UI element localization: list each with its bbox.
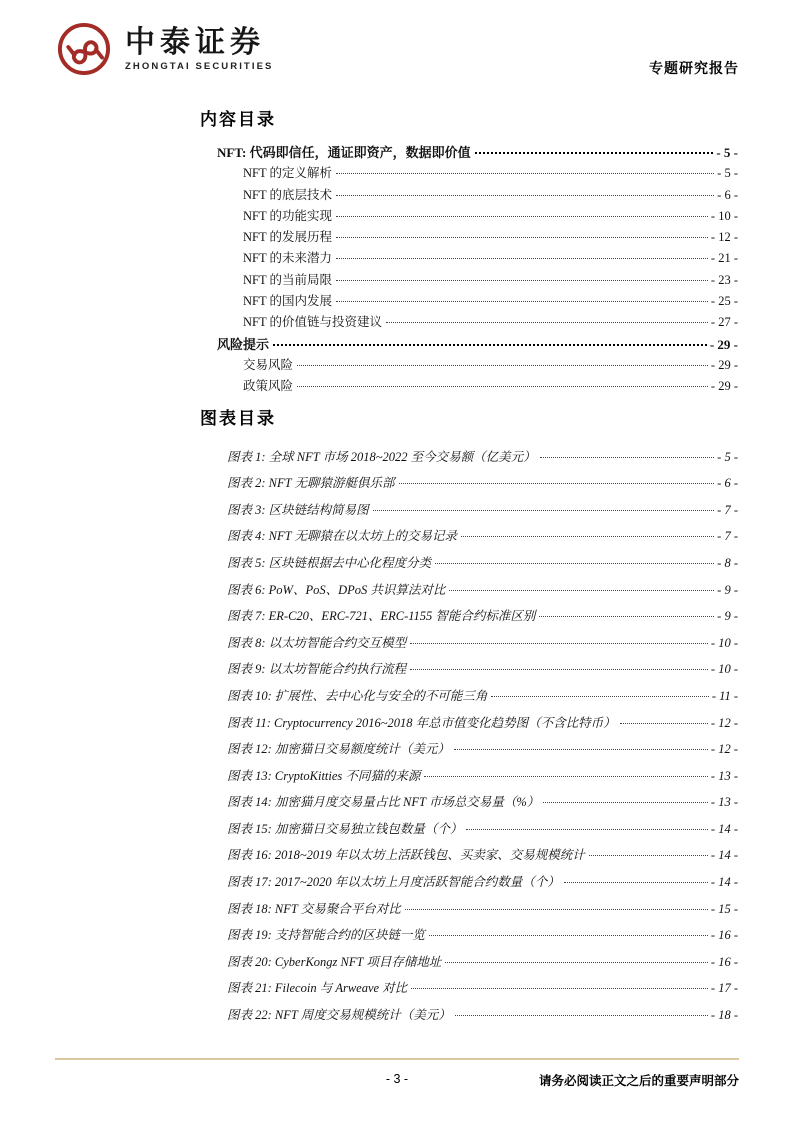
entry-page-number: - 29 -: [709, 336, 738, 352]
entry-label: 图表 9: 以太坊智能合约执行流程: [227, 662, 407, 677]
dot-leader: [475, 152, 714, 154]
entry-label: 图表 20: CyberKongz NFT 项目存储地址: [227, 954, 442, 969]
entry-page-number: - 29 -: [710, 379, 738, 394]
figure-entry[interactable]: [200, 739, 738, 766]
entry-label: NFT 的国内发展: [243, 294, 333, 309]
dot-leader: [455, 1015, 708, 1016]
entry-label: NFT 的发展历程: [243, 230, 333, 245]
entry-page-number: - 7 -: [717, 502, 738, 517]
dot-leader: [336, 280, 708, 281]
dot-leader: [540, 457, 715, 458]
figure-entry[interactable]: [200, 526, 738, 553]
page-footer: [55, 1058, 739, 1122]
toc-list: [200, 142, 738, 398]
entry-page-number: - 5 -: [716, 145, 738, 160]
dot-leader: [399, 483, 715, 484]
figures-list: [200, 447, 738, 1032]
dot-leader: [336, 216, 708, 217]
entry-label: 图表 18: NFT 交易聚合平台对比: [227, 901, 401, 916]
entry-page-number: - 12 -: [710, 715, 738, 730]
figure-entry[interactable]: [200, 792, 738, 819]
entry-page-number: - 15 -: [710, 901, 738, 916]
toc-entry[interactable]: [200, 227, 738, 248]
dot-leader: [620, 723, 708, 724]
entry-label: 图表 21: Filecoin 与 Arweave 对比: [227, 981, 408, 996]
entry-label: NFT 的功能实现: [243, 208, 333, 223]
entry-label: 图表 7: ER-C20、ERC-721、ERC-1155 智能合约标准区别: [227, 609, 536, 624]
figure-entry[interactable]: [200, 819, 738, 846]
dot-leader: [405, 909, 708, 910]
logo-chinese-name: 中泰证券: [125, 25, 265, 59]
entry-label: 图表 4: NFT 无聊猿在以太坊上的交易记录: [227, 529, 457, 544]
page-number: - 3 -: [385, 1072, 409, 1086]
figure-entry[interactable]: [200, 606, 738, 633]
figure-entry[interactable]: [200, 1005, 738, 1032]
toc-section-title: 内容目录: [200, 110, 276, 129]
dot-leader: [424, 776, 708, 777]
figure-entry[interactable]: [200, 899, 738, 926]
toc-entry[interactable]: [200, 312, 738, 333]
entry-page-number: - 23 -: [710, 272, 738, 287]
dot-leader: [445, 962, 708, 963]
dot-leader: [373, 510, 715, 511]
figure-entry[interactable]: [200, 553, 738, 580]
entry-page-number: - 11 -: [711, 688, 738, 703]
dot-leader: [435, 563, 714, 564]
figure-entry[interactable]: [200, 872, 738, 899]
dot-leader: [336, 237, 708, 238]
dot-leader: [429, 935, 708, 936]
entry-label: 政策风险: [243, 379, 294, 394]
entry-label: 图表 8: 以太坊智能合约交互模型: [227, 635, 407, 650]
figure-entry[interactable]: [200, 925, 738, 952]
logo-text: [125, 27, 273, 72]
figure-entry[interactable]: [200, 500, 738, 527]
entry-label: 图表 22: NFT 周度交易规模统计（美元）: [227, 1008, 451, 1023]
entry-label: 图表 5: 区块链根据去中心化程度分类: [227, 555, 432, 570]
dot-leader: [411, 988, 708, 989]
figure-entry[interactable]: [200, 766, 738, 793]
zhongtai-logo-icon: [56, 21, 112, 77]
entry-label: 图表 6: PoW、PoS、DPoS 共识算法对比: [227, 582, 446, 597]
entry-label: 图表 13: CryptoKitties 不同猫的来源: [227, 768, 421, 783]
toc-entry[interactable]: [200, 142, 738, 163]
entry-page-number: - 13 -: [710, 768, 738, 783]
figure-entry[interactable]: [200, 713, 738, 740]
entry-label: 图表 19: 支持智能合约的区块链一览: [227, 928, 425, 943]
entry-page-number: - 14 -: [710, 821, 738, 836]
toc-entry[interactable]: [200, 163, 738, 184]
entry-label: NFT: 代码即信任，通证即资产，数据即价值: [217, 145, 471, 160]
figure-entry[interactable]: [200, 686, 738, 713]
dot-leader: [273, 344, 707, 346]
dot-leader: [564, 882, 708, 883]
entry-label: 图表 12: 加密猫日交易额度统计（美元）: [227, 742, 450, 757]
entry-label: 图表 1: 全球 NFT 市场 2018~2022 至今交易额（亿美元）: [227, 449, 536, 464]
figure-entry[interactable]: [200, 845, 738, 872]
footer-disclaimer: 请务必阅读正文之后的重要声明部分: [538, 1074, 739, 1088]
toc-entry[interactable]: [200, 206, 738, 227]
entry-page-number: - 6 -: [717, 187, 738, 202]
entry-page-number: - 12 -: [710, 230, 738, 245]
entry-label: 图表 3: 区块链结构简易图: [227, 502, 369, 517]
dot-leader: [336, 173, 714, 174]
figure-entry[interactable]: [200, 659, 738, 686]
entry-page-number: - 18 -: [710, 1008, 738, 1023]
toc-entry[interactable]: [200, 291, 738, 312]
entry-page-number: - 5 -: [717, 166, 738, 181]
entry-page-number: - 10 -: [710, 208, 738, 223]
figure-entry[interactable]: [200, 978, 738, 1005]
dot-leader: [297, 386, 708, 387]
entry-page-number: - 29 -: [710, 357, 738, 372]
toc-entry[interactable]: [200, 248, 738, 269]
dot-leader: [410, 643, 708, 644]
dot-leader: [336, 301, 708, 302]
entry-label: NFT 的当前局限: [243, 272, 333, 287]
dot-leader: [336, 258, 708, 259]
entry-page-number: - 5 -: [717, 449, 738, 464]
entry-label: 图表 15: 加密猫日交易独立钱包数量（个）: [227, 821, 463, 836]
entry-page-number: - 21 -: [710, 251, 738, 266]
entry-page-number: - 14 -: [710, 848, 738, 863]
dot-leader: [466, 829, 708, 830]
dot-leader: [491, 696, 708, 697]
dot-leader: [461, 536, 714, 537]
figure-entry[interactable]: [200, 447, 738, 474]
dot-leader: [336, 195, 714, 196]
report-type-label: 专题研究报告: [649, 62, 739, 77]
entry-label: 图表 2: NFT 无聊猿游艇俱乐部: [227, 476, 395, 491]
toc-entry[interactable]: [200, 376, 738, 397]
entry-page-number: - 14 -: [710, 875, 738, 890]
entry-page-number: - 7 -: [717, 529, 738, 544]
entry-page-number: - 9 -: [717, 582, 738, 597]
entry-page-number: - 16 -: [710, 928, 738, 943]
entry-label: 交易风险: [243, 357, 294, 372]
entry-page-number: - 10 -: [710, 635, 738, 650]
toc-entry[interactable]: [200, 334, 738, 355]
entry-page-number: - 9 -: [717, 609, 738, 624]
entry-label: 图表 11: Cryptocurrency 2016~2018 年总市值变化趋势图（不含比特币）: [227, 715, 616, 730]
entry-label: 图表 16: 2018~2019 年以太坊上活跃钱包、买卖家、交易规模统计: [227, 848, 585, 863]
entry-page-number: - 12 -: [710, 742, 738, 757]
toc-entry[interactable]: [200, 185, 738, 206]
entry-page-number: - 27 -: [710, 315, 738, 330]
dot-leader: [449, 590, 714, 591]
entry-label: 图表 17: 2017~2020 年以太坊上月度活跃智能合约数量（个）: [227, 875, 560, 890]
entry-label: 图表 10: 扩展性、去中心化与安全的不可能三角: [227, 688, 488, 703]
content-column: [200, 100, 738, 1032]
dot-leader: [386, 322, 708, 323]
entry-page-number: - 6 -: [717, 476, 738, 491]
figure-entry[interactable]: [200, 580, 738, 607]
figure-entry[interactable]: [200, 473, 738, 500]
entry-page-number: - 10 -: [710, 662, 738, 677]
entry-label: 图表 14: 加密猫月度交易量占比 NFT 市场总交易量（%）: [227, 795, 540, 810]
entry-page-number: - 25 -: [710, 294, 738, 309]
entry-page-number: - 13 -: [710, 795, 738, 810]
entry-page-number: - 16 -: [710, 954, 738, 969]
figure-entry[interactable]: [200, 952, 738, 979]
entry-label: NFT 的定义解析: [243, 166, 333, 181]
entry-label: NFT 的底层技术: [243, 187, 333, 202]
entry-label: NFT 的价值链与投资建议: [243, 315, 383, 330]
dot-leader: [297, 365, 708, 366]
logo-english-name: ZHONGTAI SECURITIES: [125, 60, 274, 72]
figures-section-title: 图表目录: [200, 408, 276, 428]
entry-label: 风险提示: [217, 336, 270, 352]
dot-leader: [589, 855, 708, 856]
toc-entry[interactable]: [200, 270, 738, 291]
figure-entry[interactable]: [200, 633, 738, 660]
dot-leader: [543, 802, 708, 803]
entry-page-number: - 8 -: [717, 555, 738, 570]
toc-entry[interactable]: [200, 355, 738, 376]
dot-leader: [539, 616, 714, 617]
zhongtai-logo: [56, 21, 273, 77]
entry-label: NFT 的未来潜力: [243, 251, 333, 266]
dot-leader: [410, 669, 708, 670]
dot-leader: [454, 749, 708, 750]
entry-page-number: - 17 -: [710, 981, 738, 996]
page-header: [0, 0, 793, 100]
